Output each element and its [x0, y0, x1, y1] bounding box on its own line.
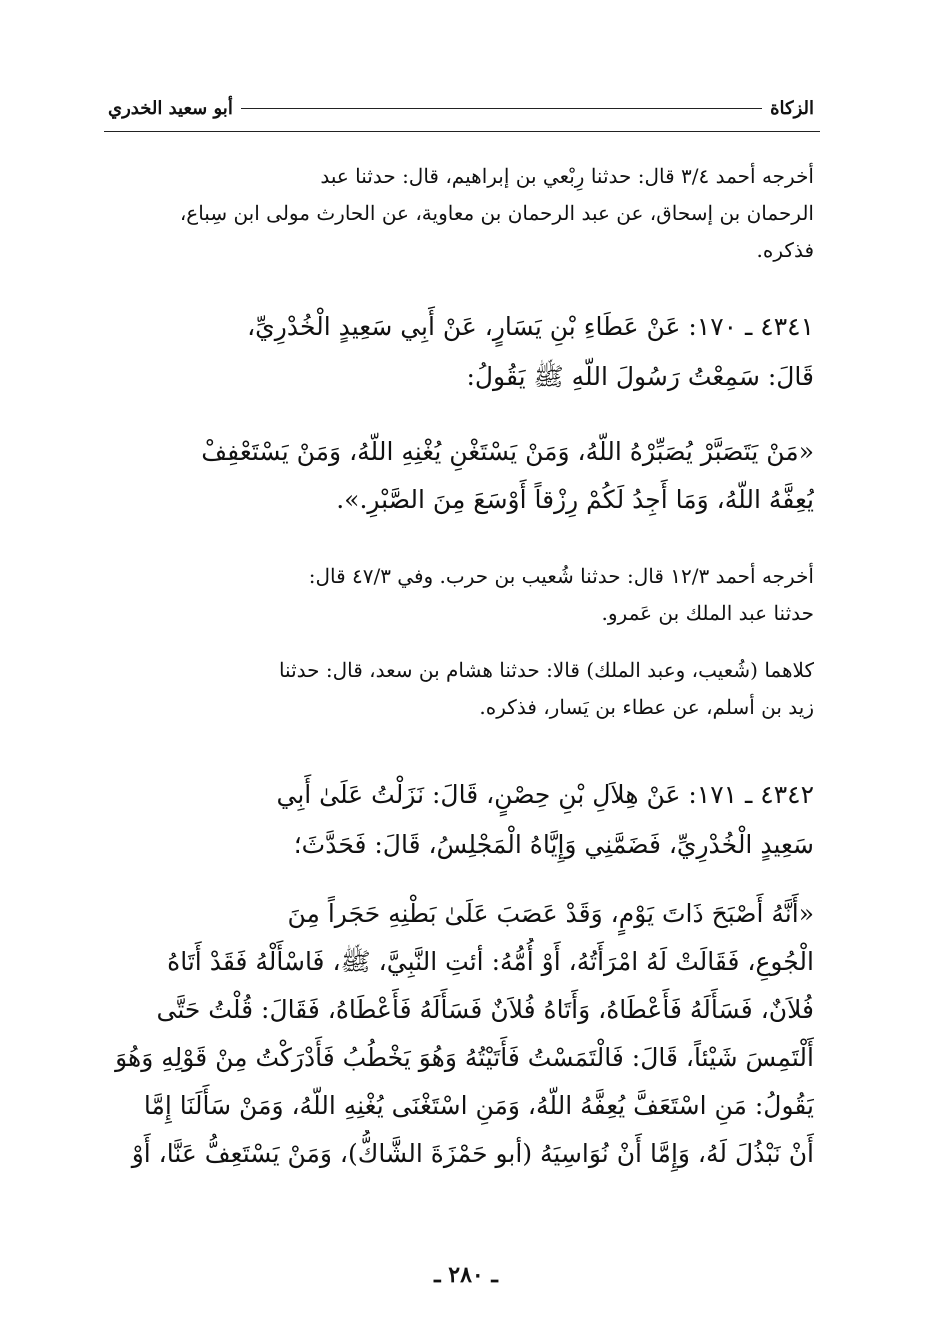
text-line: يَقُولُ: مَنِ اسْتَعَفَّ يُعِفَّهُ اللّهُ، وَمَنِ اسْتَغْنَى يُغْنِهِ اللّهُ، وَمَنْ سَأَلَنَا إِمَّا [143, 1091, 814, 1120]
hadith-matn-4342 [108, 890, 814, 1178]
text-line: «أَنَّهُ أَصْبَحَ ذَاتَ يَوْمٍ، وَقَدْ عَصَبَ عَلَىٰ بَطْنِهِ حَجَراً مِنَ [287, 899, 814, 928]
hadith-isnad-4341 [108, 302, 814, 402]
running-header [108, 88, 814, 128]
header-bottom-rule [104, 131, 820, 132]
text-line: ٤٣٤٢ ـ ١٧١: عَنْ هِلاَلِ بْنِ حِصْنٍ، قَالَ: نَزَلْتُ عَلَىٰ أَبِي [276, 780, 814, 809]
hadith-isnad-4342 [108, 770, 814, 870]
text-line: الرحمان بن إسحاق، عن عبد الرحمان بن معاوية، عن الحارث مولى ابن سِباع، [179, 201, 814, 225]
text-line: أخرجه أحمد ٣/٤ قال: حدثنا رِبْعي بن إبراهيم، قال: حدثنا عبد [320, 164, 814, 188]
takhrij-note-4341-a [108, 558, 814, 632]
text-line: زيد بن أسلم، عن عطاء بن يَسار، فذكره. [479, 695, 814, 719]
header-chapter-title: الزكاة [770, 97, 814, 119]
text-line: سَعِيدٍ الْخُدْرِيِّ، فَضَمَّنِي وَإِيَّاهُ الْمَجْلِسُ، قَالَ: فَحَدَّثَ؛ [293, 830, 814, 859]
page-number: ـ ٢٨٠ ـ [434, 1262, 498, 1288]
text-line: أخرجه أحمد ١٢/٣ قال: حدثنا شُعيب بن حرب. وفي ٤٧/٣ قال: [308, 564, 814, 588]
text-line: الْجُوعِ، فَقَالَتْ لَهُ امْرَأَتُهُ، أَوْ أُمُّهُ: أئتِ النَّبِيَّ، ﷺ، فَاسْأَلْهُ فَقَدْ أَتَاهُ [167, 947, 814, 976]
hadith-matn-4341 [108, 428, 814, 524]
text-line: «مَنْ يَتَصَبَّرْ يُصَبِّرْهُ اللّهُ، وَمَنْ يَسْتَغْنِ يُغْنِهِ اللّهُ، وَمَنْ يَسْتَعْفِفْ [201, 437, 814, 466]
text-line: أَلْتَمِسَ شَيْئاً، قَالَ: فَالْتَمَسْتُ فَأَتَيْتُهُ وَهُوَ يَخْطُبُ فَأَدْرَكْتُ مِنْ قَوْلِهِ وَهُوَ [115, 1043, 814, 1072]
takhrij-note-4341 [108, 158, 814, 269]
text-line: يُعِفَّهُ اللّهُ، وَمَا أَجِدُ لَكُمْ رِزْقاً أَوْسَعَ مِنَ الصَّبْرِ.». [336, 485, 814, 514]
text-line: كلاهما (شُعيب، وعبد الملك) قالا: حدثنا هشام بن سعد، قال: حدثنا [278, 658, 814, 682]
text-line: قَالَ: سَمِعْتُ رَسُولَ اللّهِ ﷺ يَقُولُ: [466, 362, 814, 391]
text-line: ٤٣٤١ ـ ١٧٠: عَنْ عَطَاءِ بْنِ يَسَارٍ، عَنْ أَبِي سَعِيدٍ الْخُدْرِيِّ، [247, 312, 814, 341]
takhrij-note-4341-b [108, 652, 814, 726]
text-line: أَنْ نَبْذُلَ لَهُ، وَإِمَّا أَنْ نُوَاسِيَهُ (أبو حَمْزَةَ الشَّاكُّ)، وَمَنْ يَسْتَعِفُّ عَنَّا، أَوْ [131, 1139, 814, 1168]
text-line: فذكره. [756, 238, 814, 262]
text-line: فُلاَنٌ، فَسَأَلَهُ فَأَعْطَاهُ، وَأَتَاهُ فُلاَنٌ فَسَأَلَهُ فَأَعْطَاهُ، فَقَالَ: قُلْتُ حَتَّى [156, 995, 814, 1024]
text-line: حدثنا عبد الملك بن عَمرو. [601, 601, 814, 625]
header-rule [241, 108, 762, 109]
header-section-title: أبو سعيد الخدري [108, 97, 233, 119]
